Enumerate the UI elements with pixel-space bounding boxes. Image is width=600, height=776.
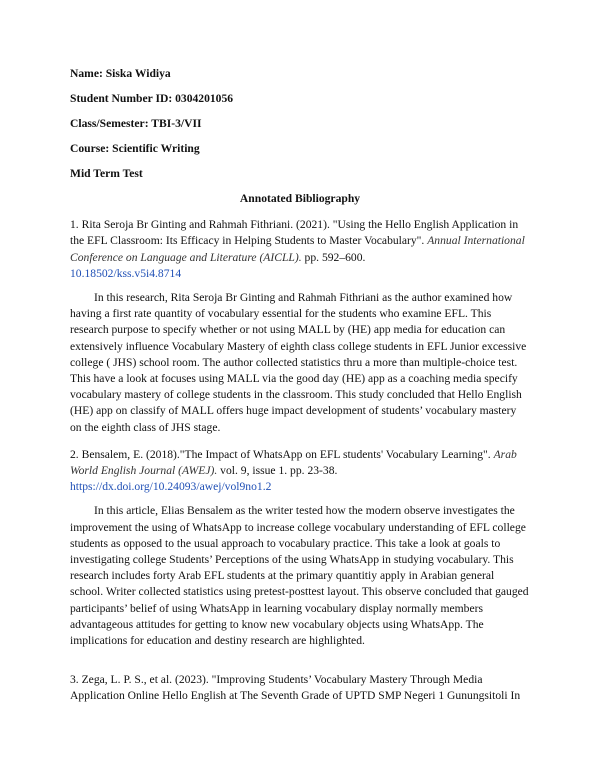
- document-page: [70, 66, 530, 713]
- bibliography-entry-1: [70, 217, 530, 282]
- doi-link[interactable]: https://dx.doi.org/10.24093/awej/vol9no1.2: [70, 480, 272, 494]
- class-semester: Class/Semester: TBI-3/VII: [70, 117, 202, 130]
- annotation-2: In this article, Elias Bensalem as the writer tested how the modern observe investigates the improvement the using of WhatsApp to increase college vocabulary understanding of EFL college students as opposed to the usual approach to vocabulary practice. This take a look at goals to investigating college Students’ Perceptions of the using WhatsApp in studying vocabulary. This research includes forty Arab EFL students at the primary quantitiy apply in Arabian general school. Writer collected statistics using pretest-posttest layout. This observe concluded that gauged participants’ belief of using WhatsApp in learning vocabulary display normally members advantageous attitudes for getting to know new vocabulary objects using WhatsApp. The implications for education and destiny research are highlighted.: [70, 504, 529, 648]
- student-name: Name: Siska Widiya: [70, 67, 171, 80]
- course-name: Course: Scientific Writing: [70, 142, 200, 155]
- doi-link[interactable]: 10.18502/kss.v5i4.8714: [70, 266, 182, 280]
- spacer: [70, 660, 530, 672]
- citation-pages: vol. 9, issue 1. pp. 23-38.: [217, 464, 338, 478]
- annotation-1: In this research, Rita Seroja Br Ginting and Rahmah Fithriani as the author examined how having a first rate quantity of vocabulary essential for the students who examine EFL. This research purpose to specify whether or not using MALL by (HE) app media for education can extensively influence Vocabulary Mastery of eighth class college students in EFL Junior excessive college ( JHS) school room. The author collected statistics thru a more than multiple-choice test. This have a look at focuses using MALL via the good day (HE) app as a coaching media specify vocabulary mastery of college students in the classroom. This study concluded that Hello English (HE) app on classify of MALL offers huge impact development of students’ vocabulary mastery on the eighth class of JHS stage.: [70, 291, 527, 434]
- citation-text: 3. Zega, L. P. S., et al. (2023). "Improving Students’ Vocabulary Mastery Through Media Application Online Hello English at The Seventh Grade of UPTD SMP Negeri 1 Gunungsitoli In: [70, 673, 521, 703]
- test-label: Mid Term Test: [70, 167, 143, 180]
- bibliography-entry-3: [70, 672, 530, 704]
- journal-name: Arab World English Journal (AWEJ).: [70, 447, 517, 478]
- journal-name: Annual International Conference on Language and Literature (AICLL).: [70, 234, 525, 264]
- citation-text: 1. Rita Seroja Br Ginting and Rahmah Fithriani. (2021). "Using the Hello English Application in the EFL Classroom: Its Efficacy in Helping Students to Master Vocabulary".: [70, 218, 519, 248]
- student-number-id: Student Number ID: 0304201056: [70, 92, 234, 105]
- citation-text: 2. Bensalem, E. (2018)."The Impact of WhatsApp on EFL students' Vocabulary Learning".: [70, 447, 494, 461]
- citation-pages: pp. 592–600.: [301, 250, 366, 264]
- document-title: Annotated Bibliography: [239, 192, 361, 205]
- bibliography-entry-2: [70, 447, 530, 496]
